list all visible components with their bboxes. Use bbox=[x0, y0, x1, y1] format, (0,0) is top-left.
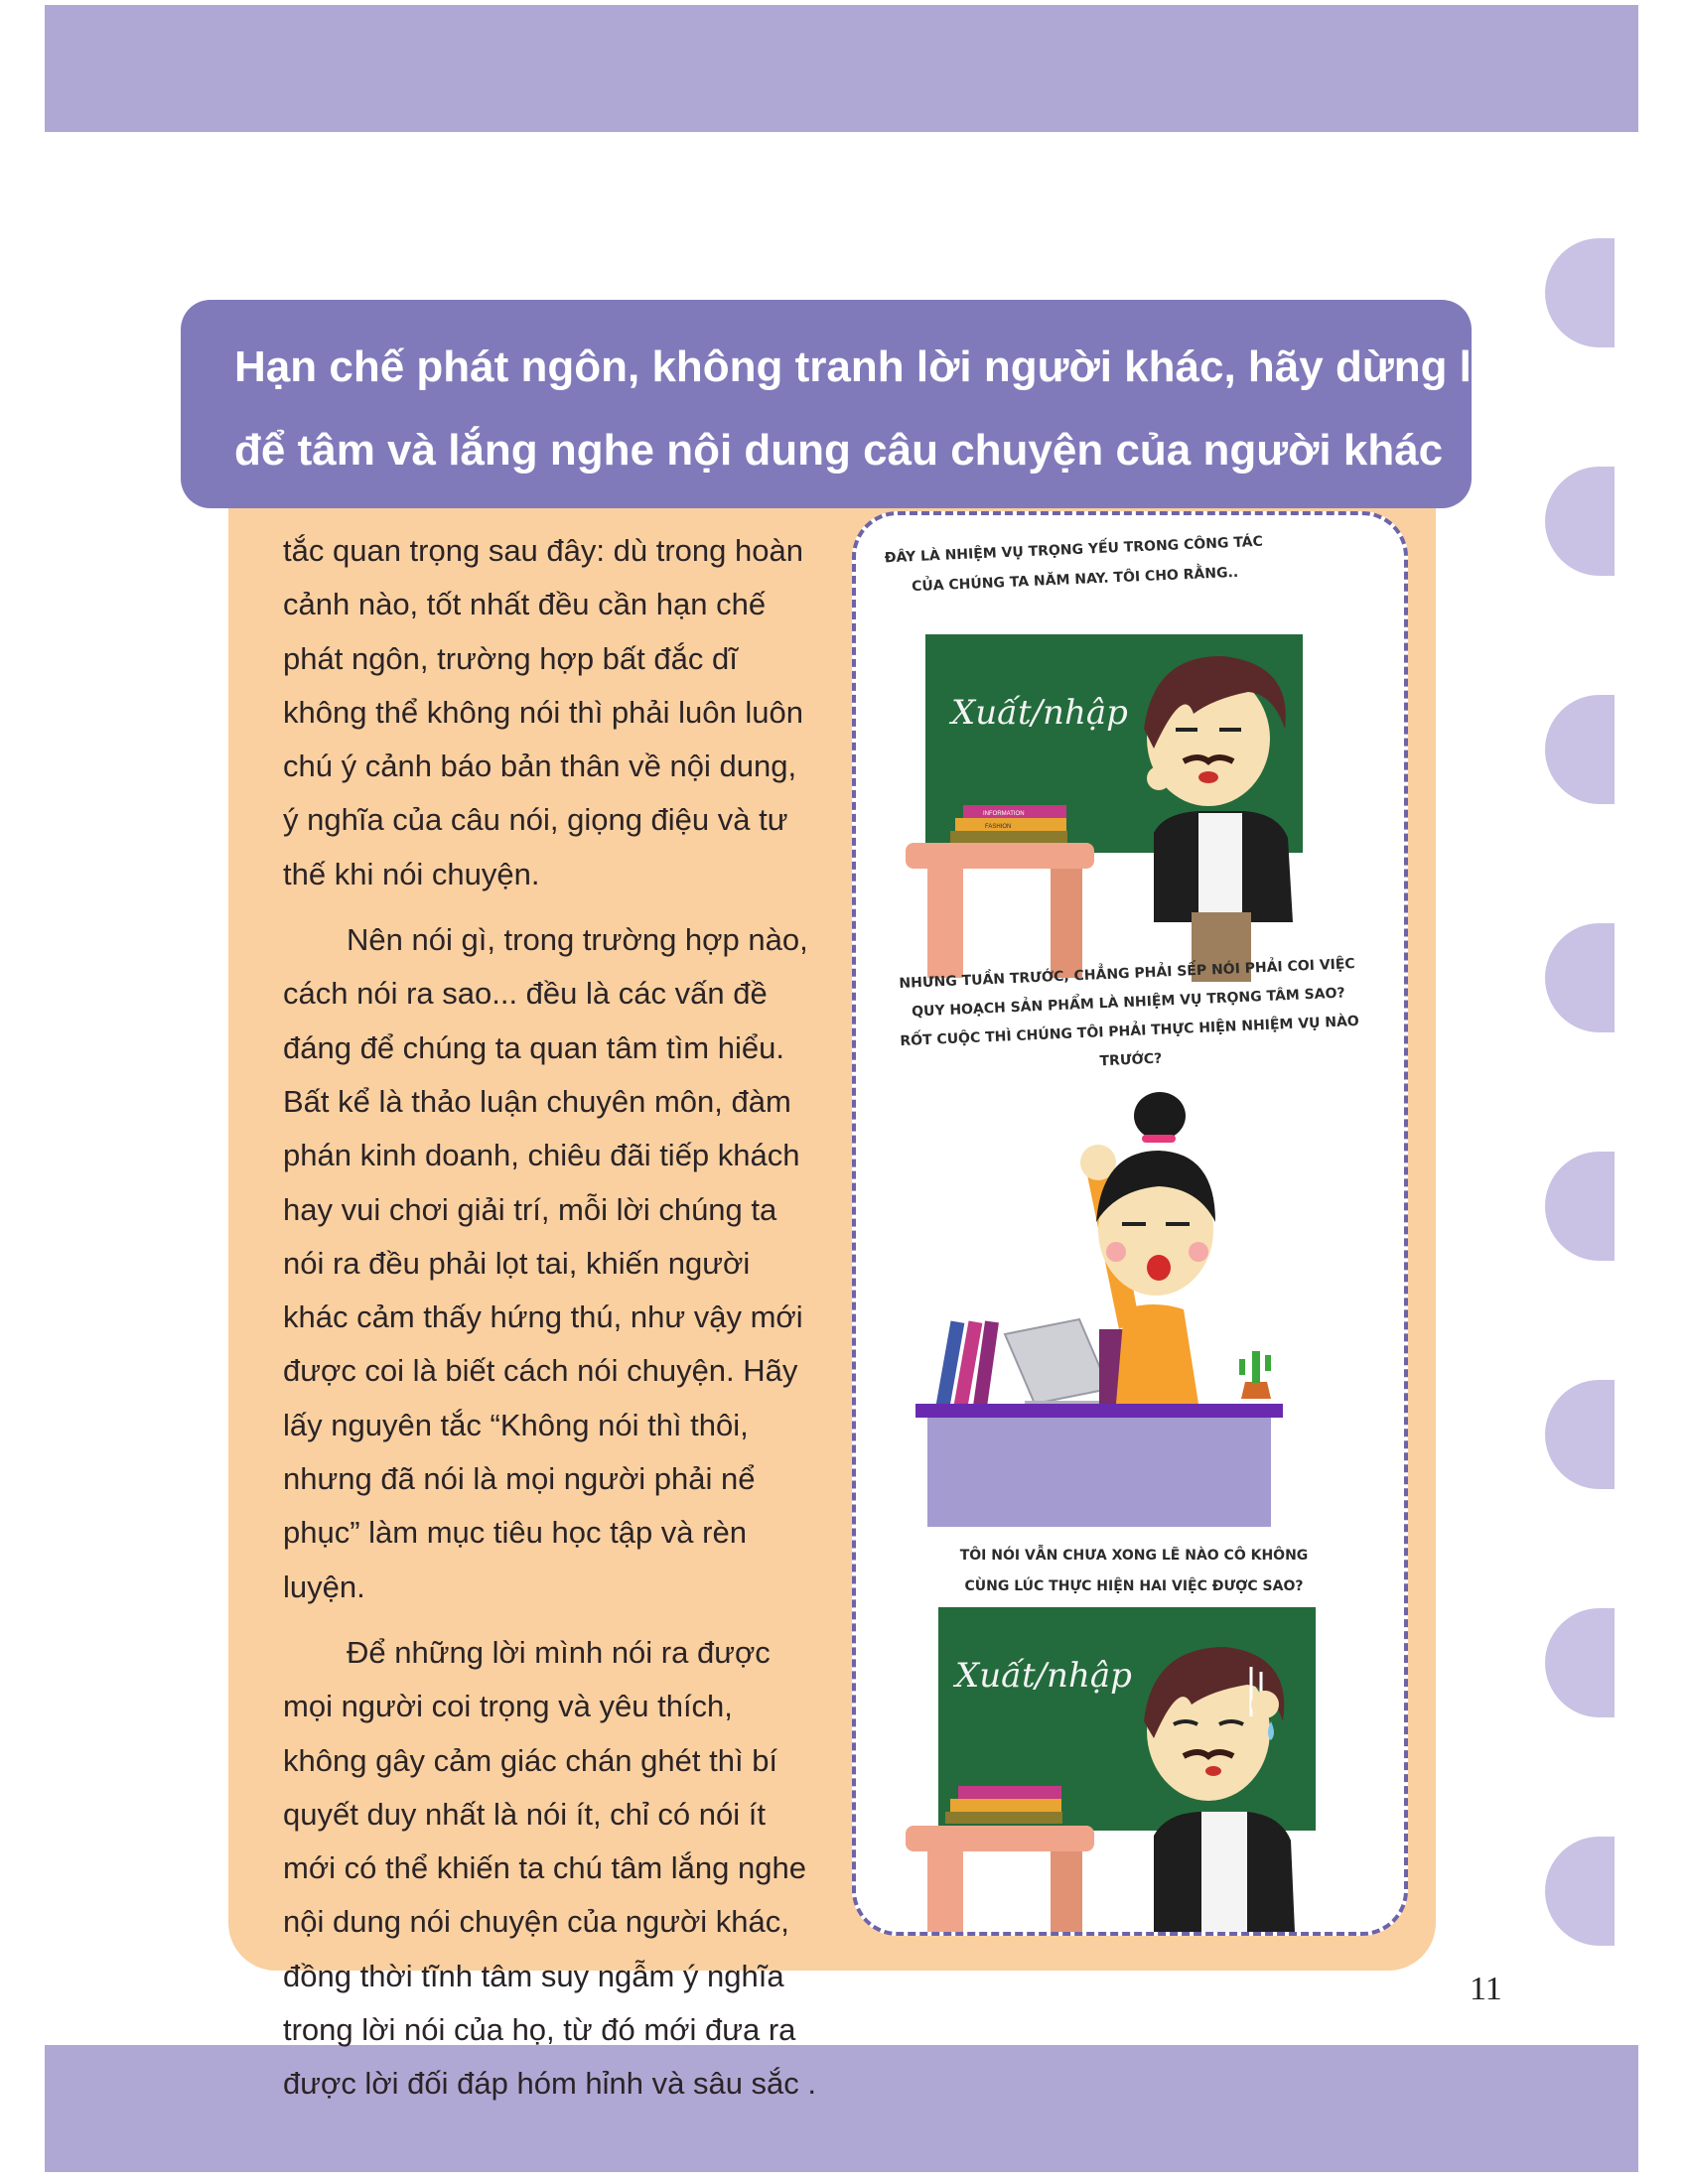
speech-caption-1: ĐÂY LÀ NHIỆM VỤ TRỌNG YẾU TRONG CÔNG TÁC CỦA CHÚNG TA NĂM NAY. TÔI CHO RẰNG.. bbox=[884, 533, 1264, 596]
hair-tie bbox=[1142, 1135, 1176, 1143]
scene-1 bbox=[906, 634, 1303, 982]
side-tab bbox=[1545, 923, 1615, 1032]
blush bbox=[1189, 1242, 1208, 1262]
comic-illustration bbox=[856, 515, 1404, 1932]
desk-top bbox=[906, 1826, 1094, 1851]
side-tab bbox=[1545, 695, 1615, 804]
desk-top bbox=[915, 1404, 1283, 1418]
paragraph-3: Để những lời mình nói ra được mọi người coi trọng và yêu thích, không gây cảm giác chán ghét thì bí quyết duy nhất là nói ít, chỉ có nói ít mới có thể khiến ta chú tâm lắng nghe nội dung nói chuyện của người khác, đồng thời tĩnh tâm suy ngẫm ý nghĩa trong lời nói của họ, từ đó mới đưa ra được lời đối đáp hóm hỉnh và sâu sắc . bbox=[283, 1634, 817, 2102]
side-tab bbox=[1545, 1608, 1615, 1717]
hand bbox=[1251, 1691, 1279, 1718]
cactus bbox=[1252, 1351, 1260, 1383]
book bbox=[958, 1786, 1061, 1799]
plant-pot bbox=[1241, 1382, 1271, 1399]
side-tab bbox=[1545, 238, 1615, 347]
desk-leg bbox=[1051, 1851, 1082, 1932]
book bbox=[945, 1812, 1062, 1824]
eye bbox=[1176, 728, 1197, 732]
book bbox=[950, 831, 1067, 843]
scene-2 bbox=[915, 1092, 1283, 1527]
book-label: INFORMATION bbox=[983, 811, 1025, 817]
mouth bbox=[1198, 771, 1218, 783]
desk-leg bbox=[927, 869, 963, 978]
hand bbox=[1147, 766, 1171, 790]
book bbox=[950, 1799, 1061, 1812]
board-text: Xuất/nhập bbox=[951, 693, 1128, 733]
hair-bun bbox=[1134, 1092, 1186, 1140]
mouth bbox=[1147, 1255, 1171, 1281]
article-body bbox=[283, 524, 819, 2112]
mouth bbox=[1205, 1766, 1221, 1776]
shirt bbox=[1201, 1812, 1247, 1932]
page-number: 11 bbox=[1470, 1971, 1502, 2007]
top-band bbox=[45, 5, 1638, 132]
cactus-arm bbox=[1239, 1359, 1245, 1375]
side-tab bbox=[1545, 1380, 1615, 1489]
laptop bbox=[1005, 1319, 1109, 1404]
eye bbox=[1219, 728, 1241, 732]
title-line-1: Hạn chế phát ngôn, không tranh lời người khác, hãy dừng lại bbox=[234, 342, 1508, 391]
cactus-arm bbox=[1265, 1355, 1271, 1371]
speech-caption-2: NHƯNG TUẦN TRƯỚC, CHẲNG PHẢI SẾP NÓI PHẢI COI VIỆC QUY HOẠCH SẢN PHẨM LÀ NHIỆM VỤ TRỌNG TÂM SAO? RỐT CUỘC THÌ CHÚNG TÔI PHẢI THỰC HIỆN NHIỆM VỤ NÀO TRƯỚC? bbox=[899, 956, 1360, 1070]
board-text: Xuất/nhập bbox=[955, 1656, 1132, 1696]
section-title bbox=[181, 300, 1508, 508]
side-tab bbox=[1545, 1837, 1615, 1946]
comic-panel bbox=[852, 511, 1408, 1936]
paragraph-1: tắc quan trọng sau đây: dù trong hoàn cảnh nào, tốt nhất đều cần hạn chế phát ngôn, trường hợp bất đắc dĩ không thể không nói thì phải luôn luôn chú ý cảnh báo bản thân về nội dung, ý nghĩa của câu nói, giọng điệu và tư thế khi nói chuyện. bbox=[283, 533, 803, 891]
side-tab bbox=[1545, 1152, 1615, 1261]
desk-top bbox=[906, 843, 1094, 869]
title-line-2: để tâm và lắng nghe nội dung câu chuyện của người khác bbox=[234, 426, 1444, 475]
paragraph-2: Nên nói gì, trong trường hợp nào, cách nói ra sao... đều là các vấn đề đáng để chúng ta quan tâm tìm hiểu. Bất kể là thảo luận chuyên môn, đàm phán kinh doanh, chiêu đãi tiếp khách hay vui chơi giải trí, mỗi lời chúng ta nói ra đều phải lọt tai, khiến người khác cảm thấy hứng thú, như vậy mới được coi là biết cách nói chuyện. Hãy lấy nguyên tắc “Không nói thì thôi, nhưng đã nói là mọi người phải nể phục” làm mục tiêu học tập và rèn luyện. bbox=[283, 922, 808, 1604]
desk-front bbox=[927, 1418, 1271, 1527]
eye bbox=[1122, 1222, 1146, 1226]
scene-3 bbox=[906, 1607, 1316, 1932]
desk-leg bbox=[927, 1851, 963, 1932]
shirt bbox=[1198, 813, 1242, 922]
blush bbox=[1106, 1242, 1126, 1262]
speech-caption-3: TÔI NÓI VẪN CHƯA XONG LẼ NÀO CÔ KHÔNG CÙNG LÚC THỰC HIỆN HAI VIỆC ĐƯỢC SAO? bbox=[959, 1548, 1309, 1594]
mustache bbox=[1184, 757, 1233, 761]
book-label: FASHION bbox=[985, 824, 1012, 830]
mustache bbox=[1184, 1752, 1233, 1756]
side-tab bbox=[1545, 467, 1615, 576]
eye bbox=[1166, 1222, 1190, 1226]
